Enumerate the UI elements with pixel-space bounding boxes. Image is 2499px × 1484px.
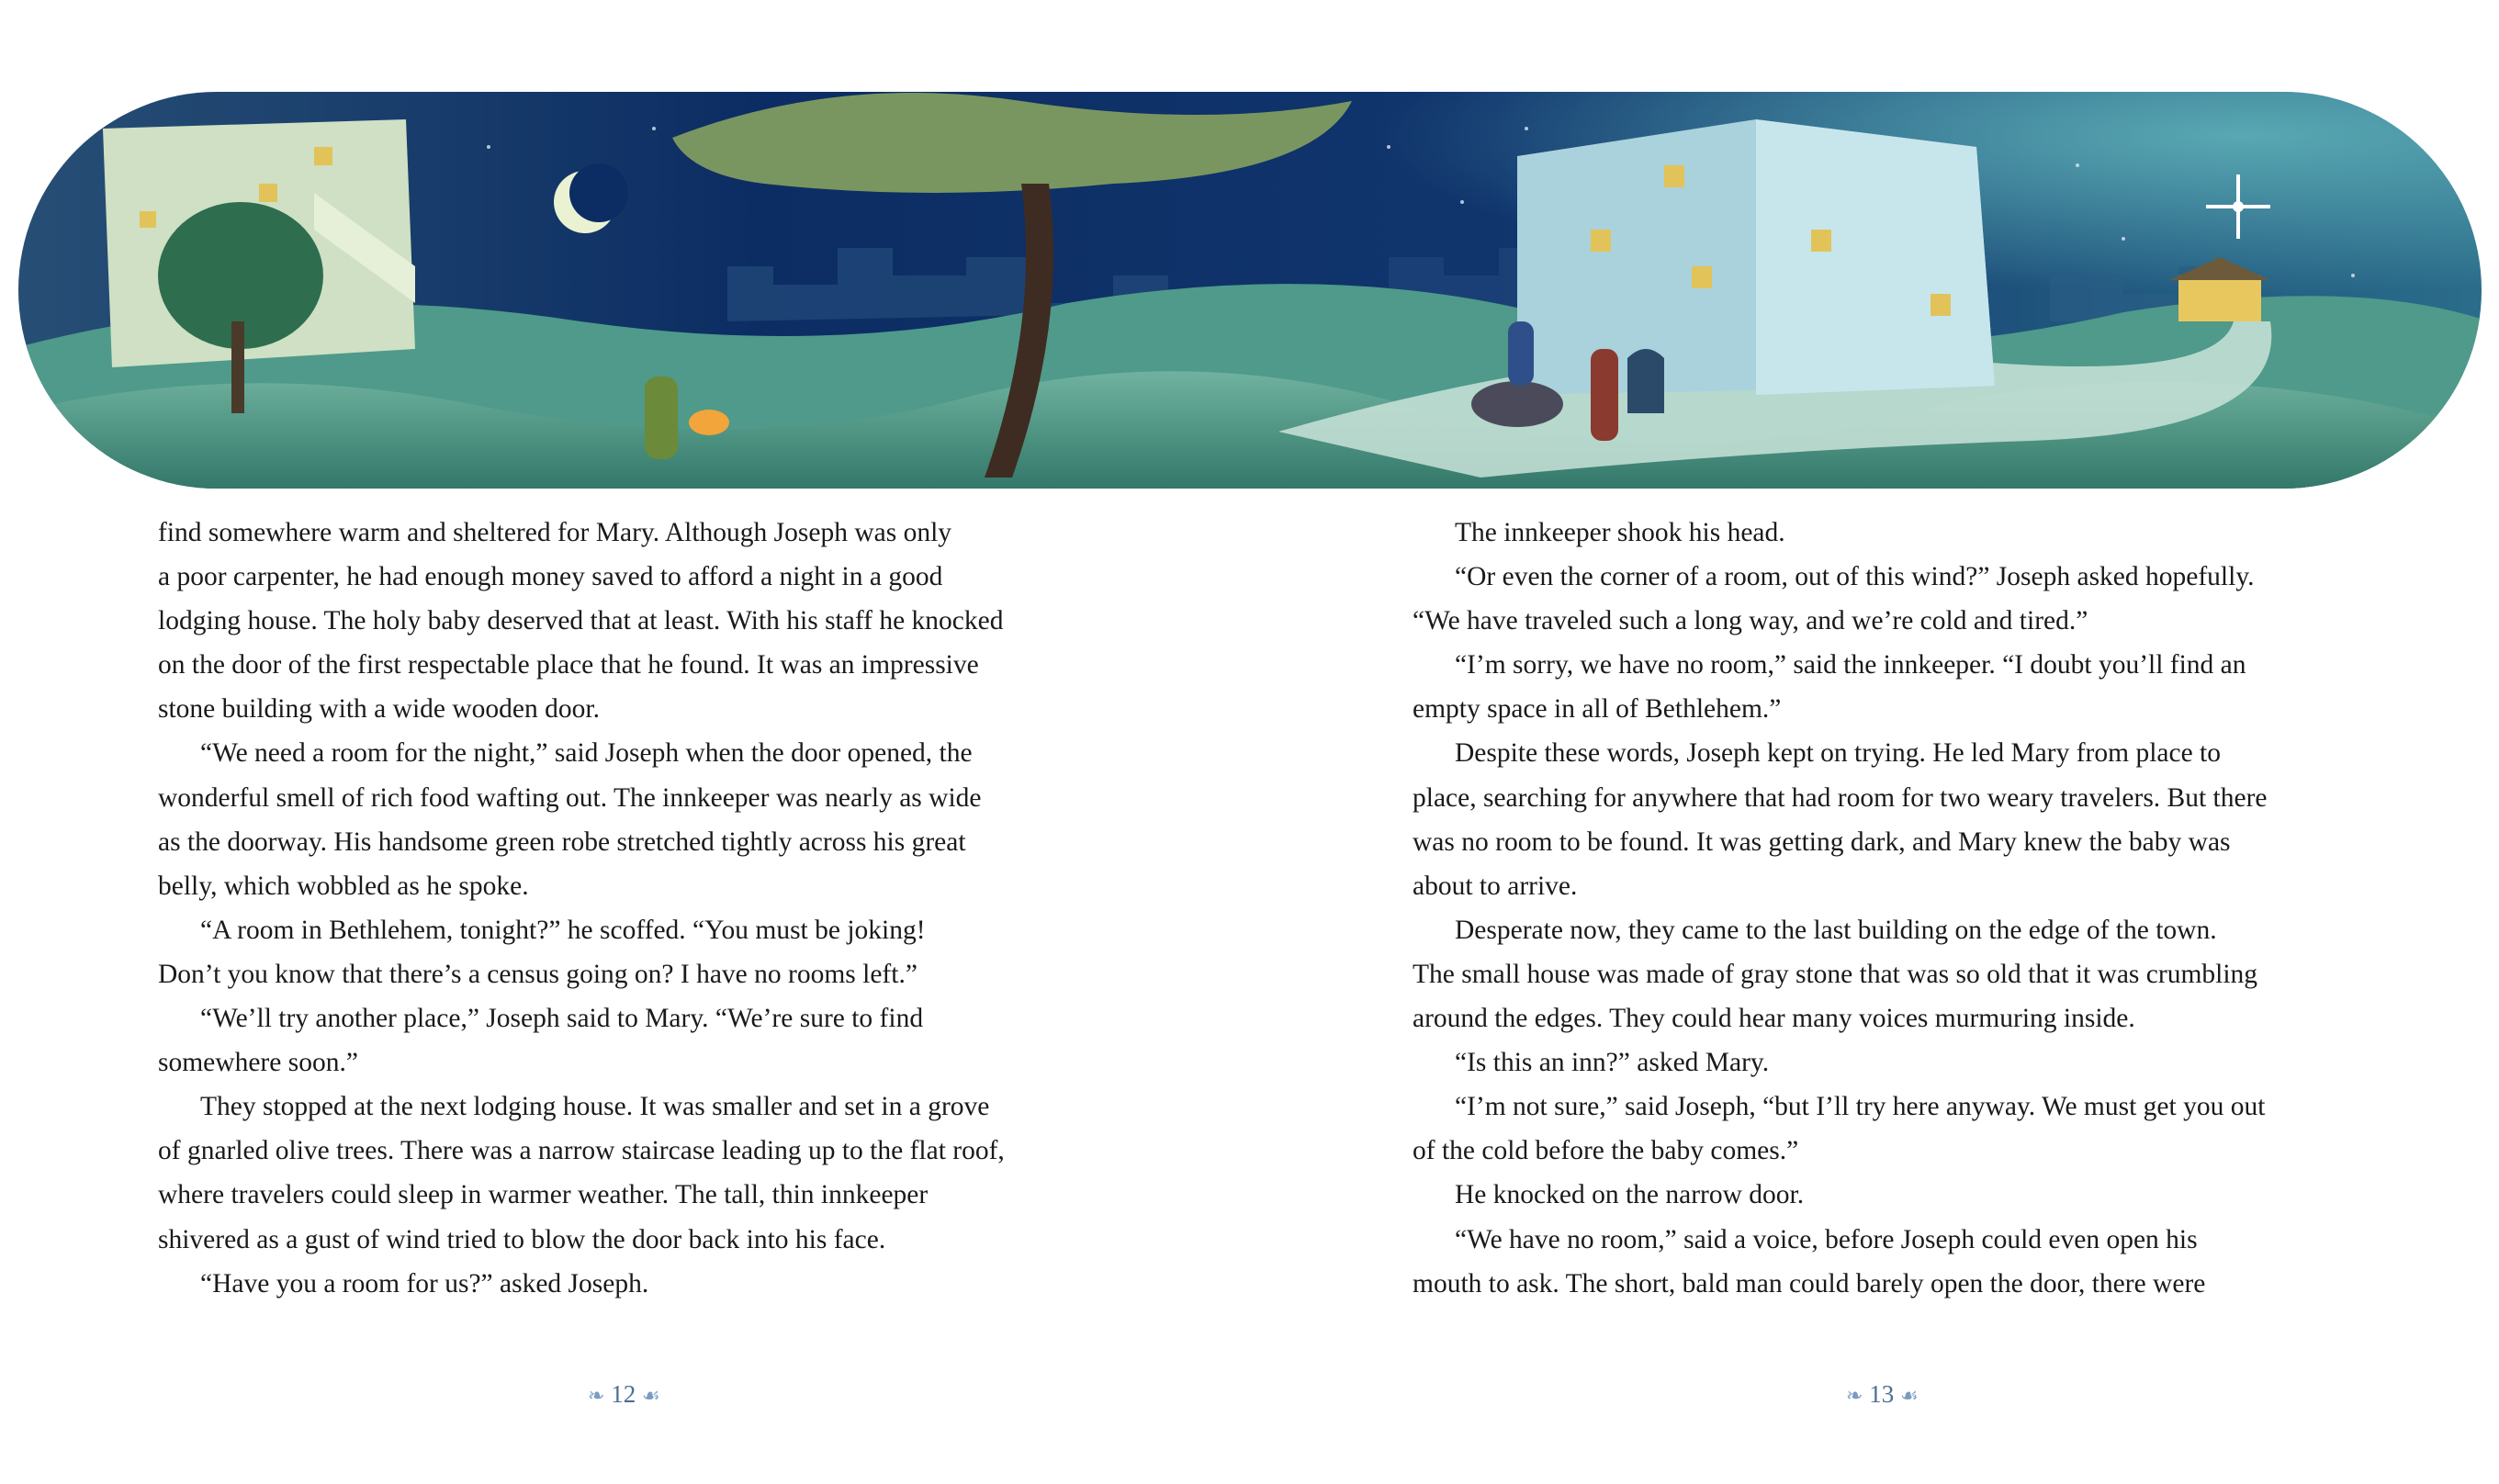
text-line: as the doorway. His handsome green robe stretched tightly across his great xyxy=(158,826,966,857)
text-line: “Is this an inn?” asked Mary. xyxy=(1455,1048,1770,1078)
text-line: lodging house. The holy baby deserved that at least. With his staff he knocked xyxy=(158,606,1004,636)
text-line: “I’m sorry, we have no room,” said the innkeeper. “I doubt you’ll find an xyxy=(1455,650,2246,680)
text-line: “Have you a room for us?” asked Joseph. xyxy=(200,1268,649,1298)
text-line: “I’m not sure,” said Joseph, “but I’ll try here anyway. We must get you out xyxy=(1455,1092,2266,1122)
text-line: somewhere soon.” xyxy=(158,1048,358,1078)
text-line: “A room in Bethlehem, tonight?” he scoffed. “You must be joking! xyxy=(200,915,926,945)
page-number: 13 xyxy=(1869,1380,1895,1408)
ornament-icon: ☙ xyxy=(641,1384,660,1407)
text-line: belly, which wobbled as he spoke. xyxy=(158,871,529,901)
text-line: shivered as a gust of wind tried to blow the door back into his face. xyxy=(158,1224,886,1254)
text-line: “We have traveled such a long way, and we’re cold and tired.” xyxy=(1413,606,2088,636)
figure-mary xyxy=(1508,321,1534,386)
right-page-text xyxy=(1413,511,2404,1306)
text-line: Despite these words, Joseph kept on trying. He led Mary from place to xyxy=(1455,738,2221,769)
text-line: of the cold before the baby comes.” xyxy=(1413,1136,1799,1166)
page-number-left xyxy=(588,1377,660,1412)
text-line: The small house was made of gray stone that was so old that it was crumbling xyxy=(1413,959,2258,989)
text-line: They stopped at the next lodging house. It was smaller and set in a grove xyxy=(200,1092,990,1122)
text-line: “We have no room,” said a voice, before Joseph could even open his xyxy=(1455,1224,2198,1254)
text-line: mouth to ask. The short, bald man could barely open the door, there were xyxy=(1413,1268,2206,1298)
page-number-right xyxy=(1846,1377,1919,1412)
figure-joseph-fire xyxy=(645,377,678,459)
text-line: a poor carpenter, he had enough money saved to afford a night in a good xyxy=(158,562,943,592)
text-line: empty space in all of Bethlehem.” xyxy=(1413,694,1782,725)
text-line: around the edges. They could hear many voices murmuring inside. xyxy=(1413,1004,2135,1034)
text-line: He knocked on the narrow door. xyxy=(1455,1180,1805,1210)
nativity-night-scene xyxy=(11,46,2489,496)
text-line: “Or even the corner of a room, out of this wind?” Joseph asked hopefully. xyxy=(1455,562,2255,592)
text-line: stone building with a wide wooden door. xyxy=(158,694,600,725)
text-line: The innkeeper shook his head. xyxy=(1455,518,1785,547)
ornament-icon: ❧ xyxy=(588,1384,605,1407)
text-line: was no room to be found. It was getting dark, and Mary knew the baby was xyxy=(1413,826,2231,857)
campfire xyxy=(689,410,729,435)
text-line: place, searching for anywhere that had room for two weary travelers. But there xyxy=(1413,782,2268,813)
donkey xyxy=(1471,381,1563,427)
ornament-icon: ❧ xyxy=(1846,1384,1863,1407)
text-line: “We need a room for the night,” said Joseph when the door opened, the xyxy=(200,738,973,769)
page-number: 12 xyxy=(611,1380,636,1408)
text-line: Desperate now, they came to the last building on the edge of the town. xyxy=(1455,915,2217,945)
figure-joseph xyxy=(1591,349,1618,441)
stable xyxy=(2178,275,2261,321)
text-line: on the door of the first respectable place that he found. It was an impressive xyxy=(158,650,979,680)
text-line: about to arrive. xyxy=(1413,871,1578,901)
text-line: of gnarled olive trees. There was a narrow staircase leading up to the flat roof, xyxy=(158,1136,1005,1166)
text-line: “We’ll try another place,” Joseph said to Mary. “We’re sure to find xyxy=(200,1004,924,1034)
text-line: wonderful smell of rich food wafting out. The innkeeper was nearly as wide xyxy=(158,782,982,813)
right-inn xyxy=(1517,119,1995,413)
left-page-text xyxy=(158,511,1150,1306)
ornament-icon: ☙ xyxy=(1899,1384,1919,1407)
text-line: where travelers could sleep in warmer weather. The tall, thin innkeeper xyxy=(158,1180,929,1210)
text-line: Don’t you know that there’s a census going on? I have no rooms left.” xyxy=(158,959,917,989)
header-illustration xyxy=(11,46,2489,496)
text-line: find somewhere warm and sheltered for Mary. Although Joseph was only xyxy=(158,518,952,547)
